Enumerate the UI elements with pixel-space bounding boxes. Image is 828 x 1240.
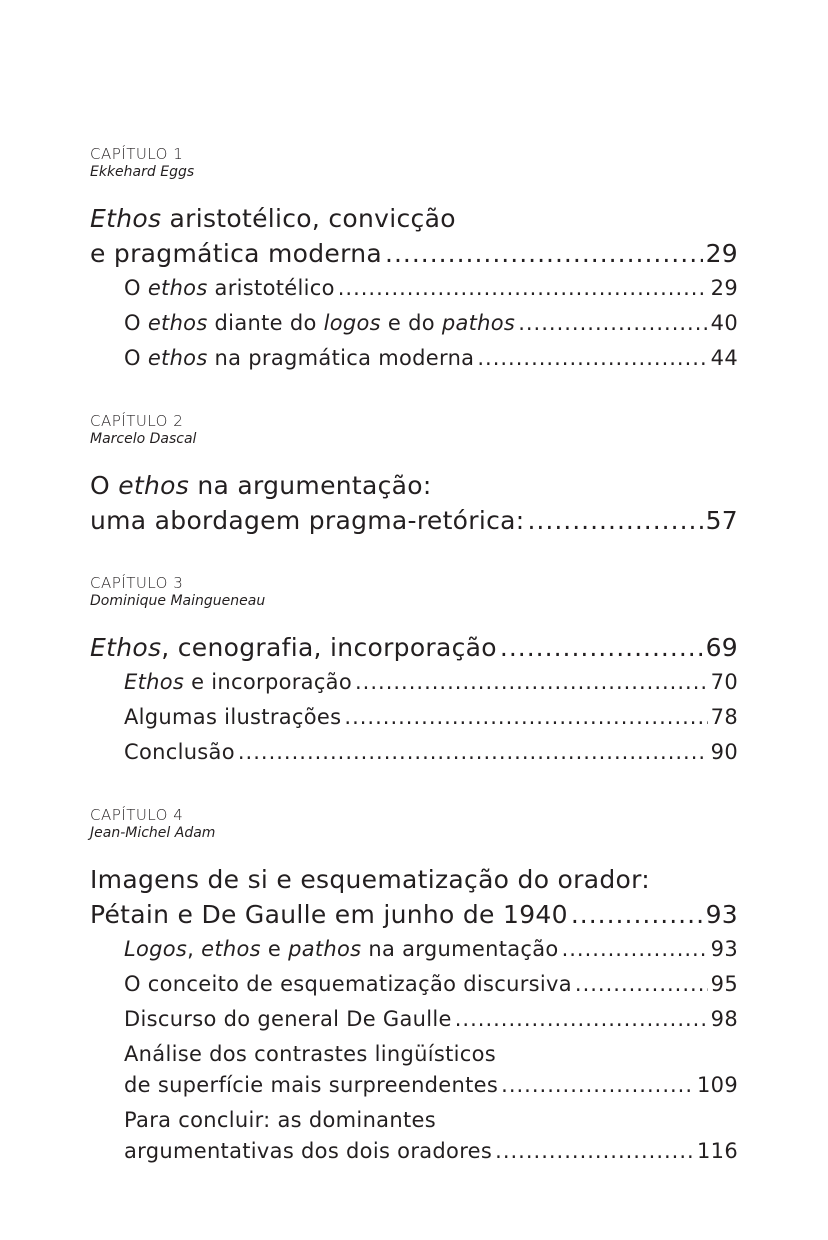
toc-entry[interactable] [90,1002,738,1037]
title-text: na argumentação: [189,471,432,500]
entry-line-2 [90,1134,738,1169]
toc-entry[interactable] [90,735,738,770]
title-text: Imagens de si e esquematização do orador: [90,865,650,894]
entry-line-1 [90,1107,738,1134]
page-number: 40 [710,311,738,335]
entry-text: e [260,937,289,961]
chapter-title-line-2[interactable] [90,897,738,932]
chapter-author: Marcelo Dascal [90,431,197,447]
chapter-label: CAPÍTULO 1 [90,145,184,163]
entry-text: aristotélico [207,276,335,300]
entry-line-1 [90,1041,738,1068]
chapter-1 [90,145,738,376]
entry-text: O [124,311,148,335]
leader-dots [238,735,708,770]
toc-entry[interactable] [90,306,738,341]
chapter-title-line-2[interactable] [90,236,738,271]
leader-dots [385,236,703,271]
page-number: 69 [705,633,738,662]
title-italic: ethos [118,471,190,500]
entry-text: de superfície mais surpreendentes [124,1073,499,1097]
title-italic: Ethos [90,204,162,233]
table-of-contents [90,145,738,1205]
chapter-label: CAPÍTULO 4 [90,806,184,824]
page-number: 93 [710,937,738,961]
chapter-2 [90,412,738,538]
leader-dots [562,932,708,967]
title-text: aristotélico, convicção [161,204,456,233]
entry-text: argumentativas dos dois oradores [124,1139,493,1163]
page-number: 29 [705,239,738,268]
chapter-label: CAPÍTULO 3 [90,574,184,592]
leader-dots [500,630,703,665]
chapter-title-line-1 [90,201,738,236]
chapter-3 [90,574,738,770]
title-text: uma abordagem pragma-retórica: [90,506,525,535]
toc-entry[interactable] [90,700,738,735]
toc-entry[interactable] [90,665,738,700]
toc-entry[interactable] [90,341,738,376]
page-number: 44 [710,346,738,370]
chapter-title-line-2[interactable] [90,503,738,538]
leader-dots [477,341,707,376]
entry-text: O [124,346,148,370]
toc-entry[interactable] [90,932,738,967]
entry-text: e incorporação [184,670,352,694]
chapter-author: Dominique Maingueneau [90,593,266,609]
entry-italic: ethos [201,937,261,961]
entry-italic: Logos [124,937,188,961]
page-number: 116 [697,1139,738,1163]
entry-text: , [187,937,202,961]
leader-dots [355,665,708,700]
page-number: 70 [710,670,738,694]
entry-italic: logos [323,311,381,335]
title-italic: Ethos [90,633,162,662]
leader-dots [575,967,708,1002]
chapter-author: Jean-Michel Adam [90,825,216,841]
leader-dots [527,503,702,538]
leader-dots [455,1002,708,1037]
entry-text: Análise dos contrastes lingüísticos [124,1042,496,1066]
entry-italic: ethos [147,346,208,370]
entry-italic: pathos [288,937,362,961]
chapter-author: Ekkehard Eggs [90,164,195,180]
chapter-4 [90,806,738,1169]
entry-text: diante do [207,311,324,335]
page-number: 57 [705,506,738,535]
page-number: 95 [710,972,738,996]
page-number: 109 [697,1073,738,1097]
chapter-title-line-1 [90,862,738,897]
leader-dots [518,306,707,341]
toc-entry-multiline[interactable] [90,1107,738,1169]
page-number: 93 [705,900,738,929]
page-number: 78 [710,705,738,729]
toc-entry[interactable] [90,967,738,1002]
chapter-title-line-1[interactable] [90,630,738,665]
title-text: Pétain e De Gaulle em junho de 1940 [90,900,568,929]
entry-italic: ethos [147,311,208,335]
entry-italic: ethos [147,276,208,300]
page-number: 90 [710,740,738,764]
entry-text: Algumas ilustrações [124,705,342,729]
toc-entry-multiline[interactable] [90,1041,738,1103]
leader-dots [344,700,707,735]
entry-italic: pathos [441,311,516,335]
title-text: O [90,471,119,500]
entry-text: e do [380,311,442,335]
toc-entry[interactable] [90,271,738,306]
entry-text: Para concluir: as dominantes [124,1108,436,1132]
leader-dots [338,271,708,306]
chapter-title-line-1 [90,468,738,503]
entry-line-2 [90,1068,738,1103]
title-text: , cenografia, incorporação [161,633,497,662]
page-number: 98 [710,1007,738,1031]
chapter-label: CAPÍTULO 2 [90,412,184,430]
entry-text: Discurso do general De Gaulle [124,1007,452,1031]
entry-italic: Ethos [124,670,185,694]
leader-dots [571,897,703,932]
leader-dots [495,1134,694,1169]
entry-text: O conceito de esquematização discursiva [124,972,572,996]
leader-dots [501,1068,694,1103]
entry-text: Conclusão [124,740,235,764]
entry-text: na pragmática moderna [207,346,475,370]
title-text: e pragmática moderna [90,239,382,268]
entry-text: O [124,276,148,300]
page-number: 29 [710,276,738,300]
entry-text: na argumentação [361,937,559,961]
